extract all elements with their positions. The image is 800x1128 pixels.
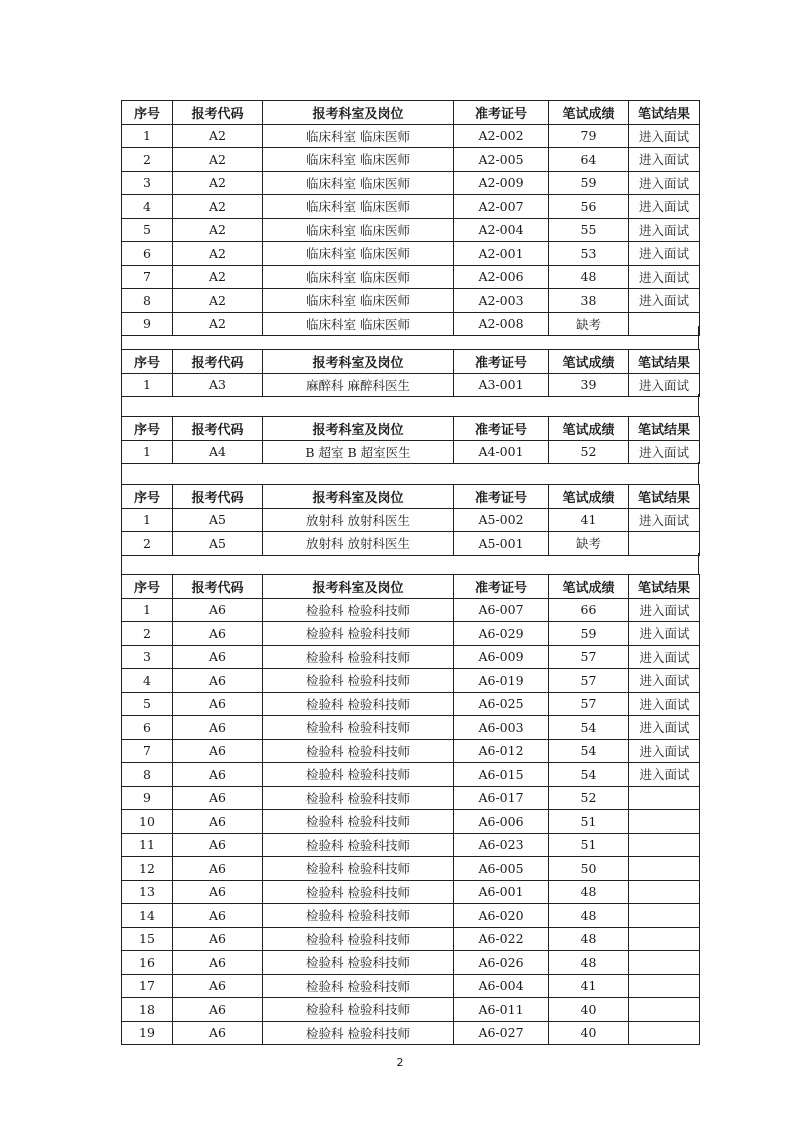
cell-score: 39 (549, 373, 629, 397)
header-seq: 序号 (122, 417, 173, 441)
cell-seq: 3 (122, 645, 173, 669)
header-score: 笔试成绩 (549, 101, 629, 125)
score-table-3 (121, 416, 700, 464)
cell-ticket: A6-020 (454, 904, 549, 928)
cell-ticket: A6-026 (454, 951, 549, 975)
cell-dept: 检验科 检验科技师 (263, 833, 454, 857)
cell-seq: 12 (122, 857, 173, 881)
cell-score: 40 (549, 998, 629, 1022)
header-dept: 报考科室及岗位 (263, 350, 454, 374)
cell-score: 54 (549, 763, 629, 787)
cell-result: 进入面试 (629, 373, 700, 397)
score-table-1 (121, 100, 700, 336)
cell-result (629, 880, 700, 904)
cell-code: A6 (173, 833, 263, 857)
cell-seq: 1 (122, 598, 173, 622)
cell-dept: 检验科 检验科技师 (263, 716, 454, 740)
cell-ticket: A5-002 (454, 508, 549, 532)
cell-seq: 10 (122, 810, 173, 834)
cell-score: 50 (549, 857, 629, 881)
cell-score: 57 (549, 669, 629, 693)
cell-code: A2 (173, 289, 263, 313)
cell-seq: 16 (122, 951, 173, 975)
cell-score: 41 (549, 974, 629, 998)
cell-dept: 检验科 检验科技师 (263, 810, 454, 834)
cell-result (629, 998, 700, 1022)
cell-ticket: A2-003 (454, 289, 549, 313)
cell-code: A6 (173, 786, 263, 810)
cell-score: 48 (549, 927, 629, 951)
cell-dept: 检验科 检验科技师 (263, 1021, 454, 1045)
cell-result: 进入面试 (629, 218, 700, 242)
header-ticket: 准考证号 (454, 101, 549, 125)
cell-result (629, 810, 700, 834)
cell-seq: 13 (122, 880, 173, 904)
cell-seq: 6 (122, 716, 173, 740)
cell-result: 进入面试 (629, 763, 700, 787)
table-header-row (122, 350, 700, 374)
cell-ticket: A6-001 (454, 880, 549, 904)
cell-dept: 检验科 检验科技师 (263, 739, 454, 763)
cell-dept: 检验科 检验科技师 (263, 763, 454, 787)
cell-score: 59 (549, 171, 629, 195)
cell-result (629, 1021, 700, 1045)
table-row (122, 532, 700, 556)
cell-score: 缺考 (549, 312, 629, 336)
cell-seq: 2 (122, 622, 173, 646)
cell-dept: 检验科 检验科技师 (263, 598, 454, 622)
cell-dept: 检验科 检验科技师 (263, 622, 454, 646)
cell-seq: 19 (122, 1021, 173, 1045)
cell-result: 进入面试 (629, 440, 700, 464)
cell-code: A6 (173, 880, 263, 904)
table-row (122, 880, 700, 904)
table-row (122, 195, 700, 219)
header-dept: 报考科室及岗位 (263, 101, 454, 125)
cell-code: A2 (173, 218, 263, 242)
cell-seq: 5 (122, 692, 173, 716)
cell-code: A6 (173, 1021, 263, 1045)
cell-score: 48 (549, 951, 629, 975)
cell-dept: 临床科室 临床医师 (263, 289, 454, 313)
cell-score: 53 (549, 242, 629, 266)
cell-score: 64 (549, 148, 629, 172)
cell-dept: 麻醉科 麻醉科医生 (263, 373, 454, 397)
table-row (122, 171, 700, 195)
cell-code: A3 (173, 373, 263, 397)
cell-dept: 检验科 检验科技师 (263, 951, 454, 975)
cell-code: A6 (173, 763, 263, 787)
cell-seq: 3 (122, 171, 173, 195)
cell-score: 54 (549, 716, 629, 740)
cell-dept: 检验科 检验科技师 (263, 857, 454, 881)
cell-score: 48 (549, 265, 629, 289)
cell-ticket: A2-009 (454, 171, 549, 195)
header-score: 笔试成绩 (549, 350, 629, 374)
cell-ticket: A6-012 (454, 739, 549, 763)
cell-code: A5 (173, 508, 263, 532)
cell-dept: 临床科室 临床医师 (263, 195, 454, 219)
cell-seq: 17 (122, 974, 173, 998)
cell-score: 66 (549, 598, 629, 622)
cell-code: A6 (173, 998, 263, 1022)
header-code: 报考代码 (173, 575, 263, 599)
table-row (122, 440, 700, 464)
cell-score: 59 (549, 622, 629, 646)
cell-result: 进入面试 (629, 716, 700, 740)
header-seq: 序号 (122, 350, 173, 374)
cell-result: 进入面试 (629, 171, 700, 195)
cell-ticket: A2-007 (454, 195, 549, 219)
table-row (122, 669, 700, 693)
header-dept: 报考科室及岗位 (263, 485, 454, 509)
table-row (122, 927, 700, 951)
section-spacer (121, 326, 699, 349)
cell-score: 48 (549, 904, 629, 928)
cell-code: A6 (173, 622, 263, 646)
cell-result: 进入面试 (629, 508, 700, 532)
header-seq: 序号 (122, 101, 173, 125)
page-number: 2 (396, 1056, 404, 1069)
table-header-row (122, 485, 700, 509)
cell-seq: 5 (122, 218, 173, 242)
cell-result (629, 927, 700, 951)
cell-seq: 2 (122, 148, 173, 172)
cell-score: 57 (549, 692, 629, 716)
cell-result (629, 974, 700, 998)
table-row (122, 692, 700, 716)
score-table-4 (121, 484, 700, 556)
cell-code: A6 (173, 598, 263, 622)
cell-result: 进入面试 (629, 739, 700, 763)
cell-ticket: A2-006 (454, 265, 549, 289)
cell-code: A2 (173, 195, 263, 219)
table-row (122, 857, 700, 881)
cell-result: 进入面试 (629, 242, 700, 266)
cell-result (629, 904, 700, 928)
cell-ticket: A2-008 (454, 312, 549, 336)
header-ticket: 准考证号 (454, 485, 549, 509)
cell-score: 51 (549, 810, 629, 834)
header-seq: 序号 (122, 575, 173, 599)
cell-dept: 临床科室 临床医师 (263, 242, 454, 266)
cell-result: 进入面试 (629, 622, 700, 646)
cell-dept: 检验科 检验科技师 (263, 669, 454, 693)
table-row (122, 904, 700, 928)
header-code: 报考代码 (173, 101, 263, 125)
cell-result: 进入面试 (629, 645, 700, 669)
cell-seq: 7 (122, 739, 173, 763)
cell-dept: 检验科 检验科技师 (263, 974, 454, 998)
cell-code: A6 (173, 974, 263, 998)
table-row (122, 998, 700, 1022)
table-row (122, 810, 700, 834)
cell-seq: 18 (122, 998, 173, 1022)
table-header-row (122, 575, 700, 599)
cell-score: 57 (549, 645, 629, 669)
header-score: 笔试成绩 (549, 485, 629, 509)
table-row (122, 289, 700, 313)
cell-score: 52 (549, 440, 629, 464)
section-spacer (121, 394, 699, 416)
cell-result (629, 857, 700, 881)
cell-dept: B 超室 B 超室医生 (263, 440, 454, 464)
cell-result (629, 951, 700, 975)
cell-seq: 4 (122, 195, 173, 219)
cell-dept: 临床科室 临床医师 (263, 312, 454, 336)
cell-result: 进入面试 (629, 148, 700, 172)
cell-ticket: A4-001 (454, 440, 549, 464)
cell-dept: 检验科 检验科技师 (263, 998, 454, 1022)
cell-seq: 1 (122, 440, 173, 464)
cell-score: 52 (549, 786, 629, 810)
cell-result: 进入面试 (629, 124, 700, 148)
cell-code: A2 (173, 171, 263, 195)
cell-result (629, 786, 700, 810)
cell-code: A6 (173, 857, 263, 881)
cell-seq: 8 (122, 289, 173, 313)
section-spacer (121, 553, 699, 574)
cell-seq: 15 (122, 927, 173, 951)
cell-result: 进入面试 (629, 692, 700, 716)
cell-dept: 放射科 放射科医生 (263, 508, 454, 532)
cell-dept: 临床科室 临床医师 (263, 148, 454, 172)
cell-ticket: A6-003 (454, 716, 549, 740)
cell-score: 55 (549, 218, 629, 242)
cell-seq: 2 (122, 532, 173, 556)
cell-ticket: A6-006 (454, 810, 549, 834)
header-code: 报考代码 (173, 485, 263, 509)
header-result: 笔试结果 (629, 417, 700, 441)
cell-score: 54 (549, 739, 629, 763)
cell-dept: 检验科 检验科技师 (263, 786, 454, 810)
header-result: 笔试结果 (629, 575, 700, 599)
cell-code: A2 (173, 312, 263, 336)
table-row (122, 508, 700, 532)
header-ticket: 准考证号 (454, 575, 549, 599)
header-score: 笔试成绩 (549, 417, 629, 441)
table-header-row (122, 101, 700, 125)
score-table-2 (121, 349, 700, 397)
table-row (122, 148, 700, 172)
cell-result: 进入面试 (629, 289, 700, 313)
cell-seq: 11 (122, 833, 173, 857)
cell-seq: 4 (122, 669, 173, 693)
cell-ticket: A2-002 (454, 124, 549, 148)
cell-result: 进入面试 (629, 265, 700, 289)
score-table-5 (121, 574, 700, 1045)
table-row (122, 974, 700, 998)
cell-ticket: A3-001 (454, 373, 549, 397)
cell-dept: 放射科 放射科医生 (263, 532, 454, 556)
cell-seq: 8 (122, 763, 173, 787)
cell-result: 进入面试 (629, 195, 700, 219)
cell-score: 48 (549, 880, 629, 904)
cell-ticket: A6-011 (454, 998, 549, 1022)
cell-code: A6 (173, 645, 263, 669)
cell-seq: 1 (122, 124, 173, 148)
section-spacer (121, 462, 699, 484)
cell-score: 51 (549, 833, 629, 857)
cell-code: A2 (173, 124, 263, 148)
table-row (122, 763, 700, 787)
cell-ticket: A5-001 (454, 532, 549, 556)
table-row (122, 833, 700, 857)
cell-dept: 检验科 检验科技师 (263, 904, 454, 928)
cell-dept: 临床科室 临床医师 (263, 218, 454, 242)
cell-result (629, 532, 700, 556)
cell-code: A6 (173, 716, 263, 740)
cell-seq: 14 (122, 904, 173, 928)
table-row (122, 739, 700, 763)
cell-ticket: A6-023 (454, 833, 549, 857)
cell-ticket: A2-001 (454, 242, 549, 266)
table-row (122, 124, 700, 148)
table-header-row (122, 417, 700, 441)
cell-code: A6 (173, 927, 263, 951)
table-row (122, 786, 700, 810)
header-result: 笔试结果 (629, 101, 700, 125)
cell-code: A6 (173, 904, 263, 928)
cell-ticket: A6-007 (454, 598, 549, 622)
cell-ticket: A6-022 (454, 927, 549, 951)
cell-dept: 临床科室 临床医师 (263, 171, 454, 195)
cell-code: A6 (173, 669, 263, 693)
cell-code: A6 (173, 951, 263, 975)
table-row (122, 265, 700, 289)
cell-score: 40 (549, 1021, 629, 1045)
header-seq: 序号 (122, 485, 173, 509)
cell-score: 38 (549, 289, 629, 313)
header-code: 报考代码 (173, 417, 263, 441)
cell-dept: 临床科室 临床医师 (263, 265, 454, 289)
cell-ticket: A6-015 (454, 763, 549, 787)
cell-dept: 检验科 检验科技师 (263, 645, 454, 669)
header-code: 报考代码 (173, 350, 263, 374)
cell-score: 41 (549, 508, 629, 532)
header-dept: 报考科室及岗位 (263, 575, 454, 599)
cell-score: 79 (549, 124, 629, 148)
cell-dept: 检验科 检验科技师 (263, 692, 454, 716)
cell-code: A6 (173, 692, 263, 716)
cell-code: A6 (173, 739, 263, 763)
cell-code: A4 (173, 440, 263, 464)
cell-score: 缺考 (549, 532, 629, 556)
cell-code: A5 (173, 532, 263, 556)
cell-score: 56 (549, 195, 629, 219)
table-row (122, 1021, 700, 1045)
cell-seq: 1 (122, 508, 173, 532)
cell-ticket: A6-009 (454, 645, 549, 669)
table-row (122, 242, 700, 266)
table-row (122, 598, 700, 622)
cell-ticket: A2-005 (454, 148, 549, 172)
cell-ticket: A6-019 (454, 669, 549, 693)
table-row (122, 951, 700, 975)
cell-seq: 1 (122, 373, 173, 397)
header-score: 笔试成绩 (549, 575, 629, 599)
cell-ticket: A6-025 (454, 692, 549, 716)
cell-code: A6 (173, 810, 263, 834)
cell-result (629, 833, 700, 857)
cell-ticket: A6-017 (454, 786, 549, 810)
cell-dept: 检验科 检验科技师 (263, 927, 454, 951)
table-row (122, 218, 700, 242)
table-row (122, 373, 700, 397)
cell-seq: 7 (122, 265, 173, 289)
header-dept: 报考科室及岗位 (263, 417, 454, 441)
cell-ticket: A6-005 (454, 857, 549, 881)
cell-dept: 临床科室 临床医师 (263, 124, 454, 148)
cell-seq: 9 (122, 312, 173, 336)
cell-dept: 检验科 检验科技师 (263, 880, 454, 904)
cell-ticket: A2-004 (454, 218, 549, 242)
cell-seq: 6 (122, 242, 173, 266)
cell-code: A2 (173, 265, 263, 289)
cell-result: 进入面试 (629, 598, 700, 622)
cell-result: 进入面试 (629, 669, 700, 693)
header-result: 笔试结果 (629, 350, 700, 374)
header-ticket: 准考证号 (454, 350, 549, 374)
cell-ticket: A6-027 (454, 1021, 549, 1045)
table-row (122, 645, 700, 669)
cell-ticket: A6-029 (454, 622, 549, 646)
cell-code: A2 (173, 148, 263, 172)
header-result: 笔试结果 (629, 485, 700, 509)
cell-ticket: A6-004 (454, 974, 549, 998)
cell-seq: 9 (122, 786, 173, 810)
table-row (122, 622, 700, 646)
header-ticket: 准考证号 (454, 417, 549, 441)
table-row (122, 716, 700, 740)
cell-code: A2 (173, 242, 263, 266)
